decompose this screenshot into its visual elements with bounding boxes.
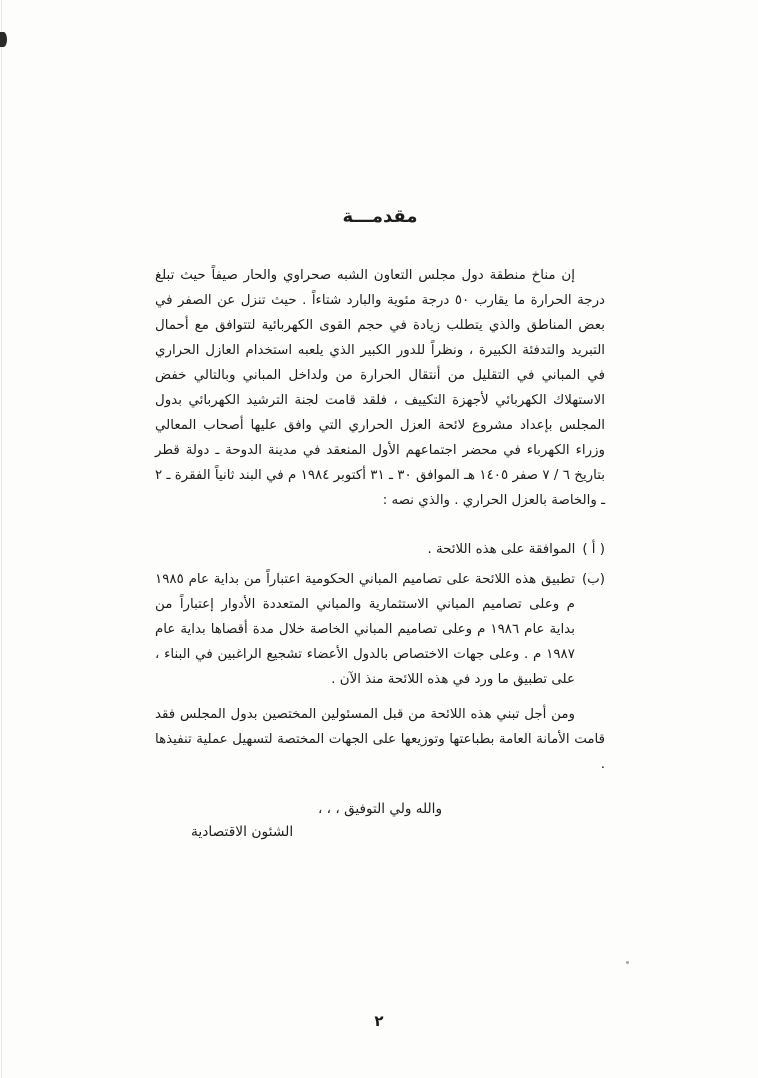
closing-paragraph: ومن أجل تبني هذه اللائحة من قبل المسئولين المختصين بدول المجلس فقد قامت الأمانة العامة بطباعتها وتوزيعها على الجهات المختصة لتسهيل عملية تنفيذها .	[155, 707, 605, 772]
scan-artifact	[0, 32, 7, 47]
list-item-a	[155, 537, 605, 562]
intro-paragraph: إن مناخ منطقة دول مجلس التعاون الشبه صحراوي والحار صيفاً حيث تبلغ درجة الحرارة ما يقارب ٥٠ درجة مئوية والبارد شتاءاً . حيث تنزل عن الصفر في بعض المناطق والذي يتطلب زيادة في حجم القوى الكهربائية لتتوافق مع أحمال التبريد والتدفئة الكبيرة ، ونظراً للدور الكبير الذي يلعبه استخدام العازل الحراري في المباني في التقليل من أنتقال الحرارة من ولداخل المباني وبالتالي خفض الاستهلاك الكهربائي لأجهزة التكييف ، فلقد قامت لجنة الترشيد الكهربائي بدول المجلس بإعداد مشروع لائحة العزل الحراري التي وافق عليها أصحاب المعالي وزراء الكهرباء في محضر اجتماعهم الأول المنعقد في مدينة الدوحة ـ دولة قطر بتاريخ ٦ / ٧ صفر ١٤٠٥ هـ الموافق ٣٠ ـ ٣١ أكتوبر ١٩٨٤ م في البند ثانياً الفقرة ـ ٢ ـ والخاصة بالعزل الحراري . والذي نصه :	[155, 268, 606, 508]
page-title: مقدمـــة	[342, 206, 418, 227]
list-marker-a: ( أ )	[582, 542, 605, 557]
page-number: ٢	[374, 1012, 384, 1030]
benediction-line: والله ولي التوفيق ، ، ،	[317, 801, 443, 817]
signature-department: الشئون الاقتصادية	[191, 824, 294, 840]
document-body	[155, 206, 605, 840]
list-marker-b: (ب)	[581, 572, 605, 587]
scan-speck	[626, 961, 629, 964]
list-text-a: الموافقة على هذه اللائحة .	[427, 542, 576, 557]
list-text-b: تطبيق هذه اللائحة على تصاميم المباني الحكومية اعتباراً من بداية عام ١٩٨٥ م وعلى تصاميم المباني الاستثمارية والمباني المتعددة الأدوار إعتباراً من بداية عام ١٩٨٦ م وعلى تصاميم المباني الخاصة خلال مدة أقصاها بداية عام ١٩٨٧ م . وعلى جهات الاختصاص بالدول الأعضاء تشجيع الراغبين في البناء ، على تطبيق ما ورد في هذه اللائحة منذ الآن .	[155, 572, 575, 687]
list-item-b	[155, 567, 605, 692]
scan-edge-line	[1, 0, 2, 1078]
